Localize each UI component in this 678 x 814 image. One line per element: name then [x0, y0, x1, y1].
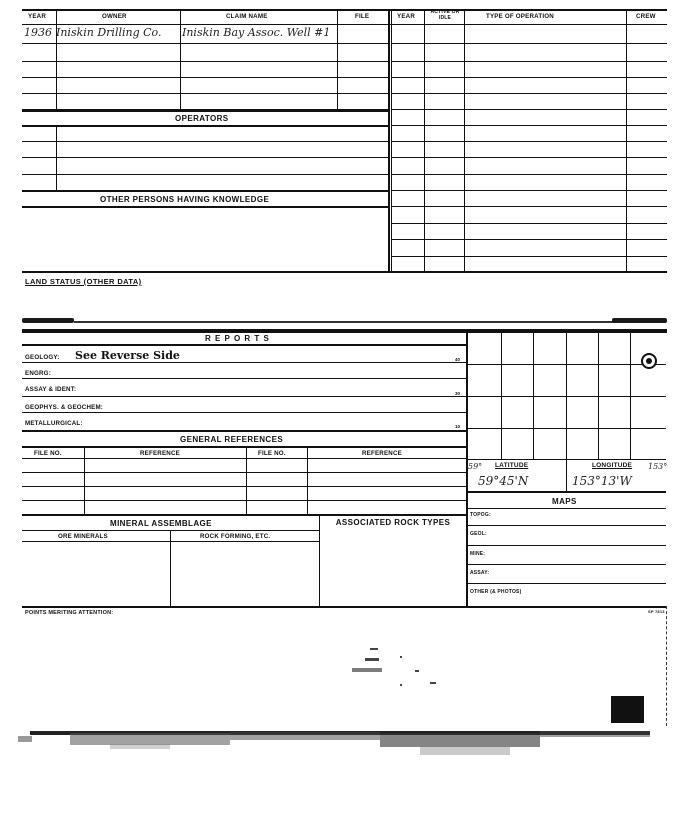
col-divider — [84, 446, 85, 514]
section-divider — [388, 9, 390, 272]
general-refs-title: GENERAL REFERENCES — [180, 435, 284, 444]
col-divider — [170, 530, 171, 606]
ops-row-line — [391, 174, 667, 175]
ref-file-no-header: FILE NO. — [34, 450, 62, 457]
col-divider — [246, 446, 247, 514]
maps-geol: GEOL: — [470, 531, 487, 537]
form-number: SP 7813 — [648, 609, 665, 614]
col-divider — [337, 9, 338, 109]
operator-row-line — [22, 157, 388, 158]
maps-topog: TOPOG: — [470, 512, 491, 518]
ops-row-line — [391, 125, 667, 126]
header-underline — [22, 24, 667, 25]
longitude-degree: 153° — [648, 462, 668, 471]
operators-top — [22, 110, 388, 112]
claim-row-line — [22, 43, 388, 44]
ops-row-line — [391, 61, 667, 62]
ops-row-line — [391, 239, 667, 240]
maps-title-line — [466, 508, 666, 509]
col-divider — [56, 125, 57, 190]
report-row-line — [22, 378, 466, 379]
ref-row-line — [22, 486, 466, 487]
points-top — [22, 606, 667, 608]
geology-num: 40 — [455, 357, 461, 362]
longitude-value: 153°13'W — [572, 474, 632, 488]
reports-top-border — [74, 321, 664, 323]
active-idle-header: ACTIVE OR IDLE — [430, 9, 460, 21]
top-border — [22, 9, 667, 11]
grid-h — [466, 428, 666, 429]
top-section-bottom — [22, 271, 667, 273]
ops-row-line — [391, 109, 667, 110]
operation-type-header: TYPE OF OPERATION — [486, 13, 554, 20]
maps-other: OTHER (& PHOTOS) — [470, 589, 522, 595]
ops-row-line — [391, 190, 667, 191]
col-divider — [180, 9, 181, 109]
geophys-label: GEOPHYS. & GEOCHEM: — [25, 404, 104, 411]
ref-row-line — [22, 472, 466, 473]
claim-year: 1936 — [24, 26, 52, 39]
latitude-value: 59°45'N — [478, 474, 529, 488]
reports-title: R E P O R T S — [205, 334, 270, 343]
geology-label: GEOLOGY: — [25, 354, 60, 361]
claim-name-header: CLAIM NAME — [226, 13, 268, 20]
maps-row-line — [466, 525, 666, 526]
right-edge — [666, 606, 667, 726]
general-refs-top — [22, 430, 466, 432]
crew-header: CREW — [636, 13, 656, 20]
ops-year-header: YEAR — [397, 13, 415, 20]
ops-row-line — [391, 157, 667, 158]
report-row-line — [22, 412, 466, 413]
ref-row-line — [22, 458, 466, 459]
operators-title: OPERATORS — [175, 114, 229, 123]
ref-reference-header: REFERENCE — [140, 450, 180, 457]
location-marker-icon — [641, 353, 657, 369]
land-status-label: LAND STATUS (OTHER DATA) — [25, 277, 142, 286]
claim-name: Iniskin Bay Assoc. Well #1 — [182, 26, 331, 39]
ref-file-no-header: FILE NO. — [258, 450, 286, 457]
col-divider — [307, 446, 308, 514]
ops-row-line — [391, 223, 667, 224]
grid-h — [466, 396, 666, 397]
persons-bottom — [22, 206, 388, 208]
claim-row-line — [22, 61, 388, 62]
maps-mine: MINE: — [470, 551, 486, 557]
claim-row-line — [22, 77, 388, 78]
maps-row-line — [466, 545, 666, 546]
lat-long-divider — [566, 459, 567, 491]
scan-smudge — [22, 318, 74, 323]
longitude-label: LONGITUDE — [592, 462, 633, 469]
report-row-line — [22, 362, 466, 363]
metallurgical-label: METALLURGICAL: — [25, 420, 83, 427]
year-header: YEAR — [28, 13, 46, 20]
operator-row-line — [22, 174, 388, 175]
mineral-top — [22, 514, 466, 516]
claim-row-line — [22, 93, 388, 94]
assay-num: 30 — [455, 391, 461, 396]
ops-row-line — [391, 77, 667, 78]
reports-title-line — [22, 344, 466, 346]
engrg-label: ENGRG: — [25, 370, 51, 377]
file-header: FILE — [355, 13, 370, 20]
general-refs-title-line — [22, 446, 466, 448]
reports-header-bar — [22, 329, 667, 333]
latitude-label: LATITUDE — [495, 462, 529, 469]
col-divider — [319, 514, 320, 606]
owner-header: OWNER — [102, 13, 127, 20]
scan-noise — [0, 710, 678, 780]
scan-specks — [340, 640, 450, 695]
scan-smudge — [612, 318, 667, 323]
persons-top — [22, 190, 388, 192]
geology-value: See Reverse Side — [75, 349, 180, 362]
maps-row-line — [466, 583, 666, 584]
other-persons-title: OTHER PERSONS HAVING KNOWLEDGE — [100, 195, 270, 204]
maps-row-line — [466, 564, 666, 565]
latitude-degree: 59° — [468, 462, 483, 471]
ops-row-line — [391, 141, 667, 142]
maps-top — [466, 491, 666, 493]
rock-forming-header: ROCK FORMING, ETC. — [200, 533, 271, 540]
assay-label: ASSAY & IDENT: — [25, 386, 77, 393]
mineral-title: MINERAL ASSEMBLAGE — [110, 519, 212, 528]
ops-row-line — [391, 43, 667, 44]
grid-h — [466, 364, 666, 365]
ref-reference-header: REFERENCE — [362, 450, 402, 457]
operators-bottom — [22, 125, 388, 127]
claim-owner: Iniskin Drilling Co. — [56, 26, 162, 39]
points-label: POINTS MERITING ATTENTION: — [25, 610, 114, 616]
ref-row-line — [22, 500, 466, 501]
ops-row-line — [391, 206, 667, 207]
ops-row-line — [391, 93, 667, 94]
ops-row-line — [391, 256, 667, 257]
report-row-line — [22, 396, 466, 397]
col-divider — [56, 9, 57, 109]
associated-rock-header: ASSOCIATED ROCK TYPES — [335, 518, 451, 527]
maps-assay: ASSAY: — [470, 570, 490, 576]
maps-title: MAPS — [552, 497, 577, 506]
operator-row-line — [22, 141, 388, 142]
metallurgical-num: 10 — [455, 424, 461, 429]
ore-minerals-header: ORE MINERALS — [58, 533, 108, 540]
